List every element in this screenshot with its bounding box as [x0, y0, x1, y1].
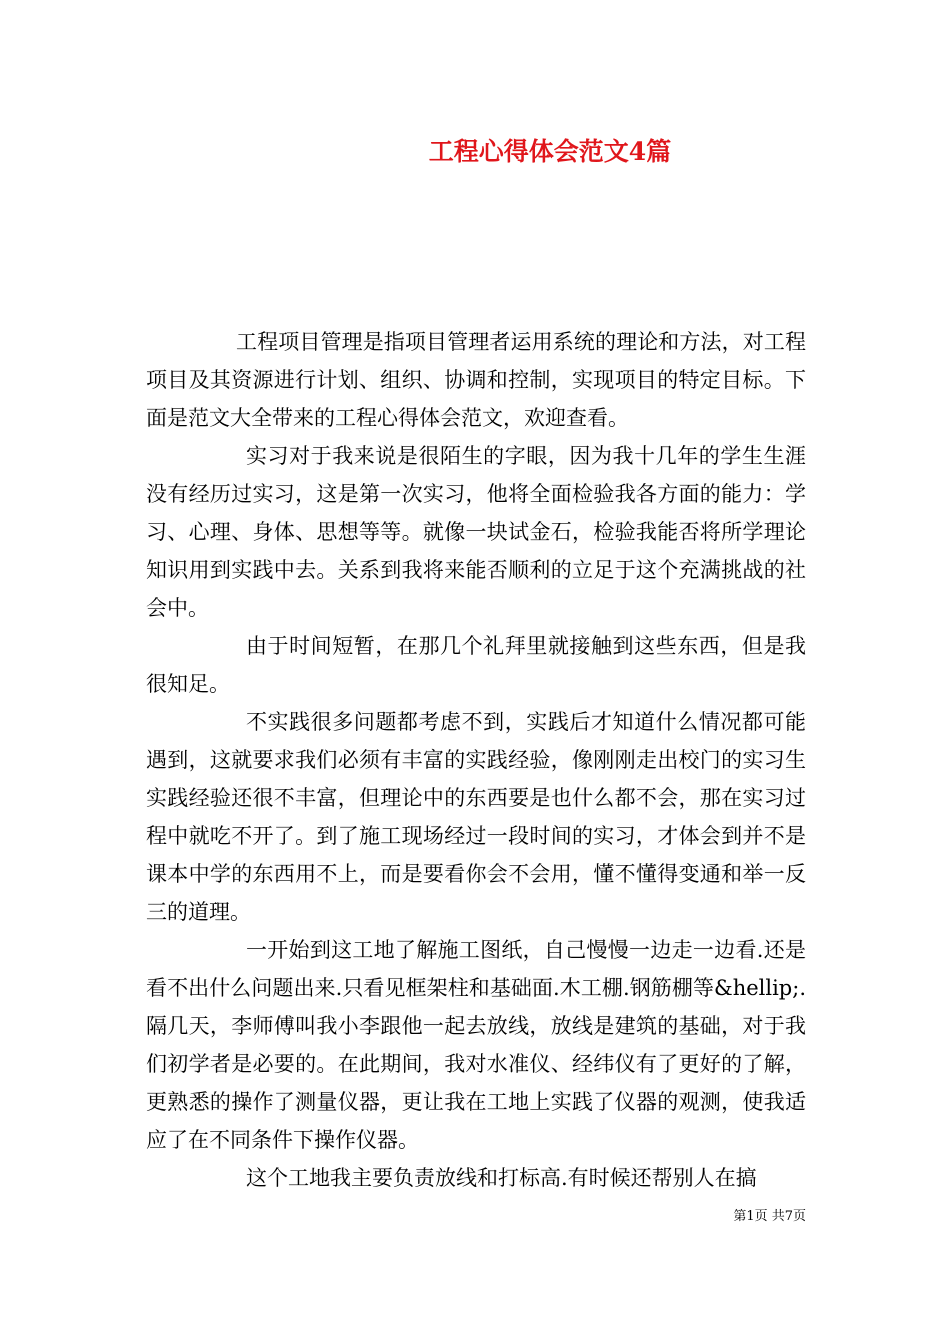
paragraph: 实习对于我来说是很陌生的字眼，因为我十几年的学生生涯没有经历过实习，这是第一次实习，他将全面检验我各方面的能力：学习、心理、身体、思想等等。就像一块试金石，检验我能否将所学理论知识用到实践中去。关系到我将来能否顺利的立足于这个充满挑战的社会中。	[146, 444, 806, 620]
page-number-footer: 第1页 共7页	[733, 1209, 806, 1224]
paragraph: 不实践很多问题都考虑不到，实践后才知道什么情况都可能遇到，这就要求我们必须有丰富的实践经验，像刚刚走出校门的实习生实践经验还很不丰富，但理论中的东西要是也什么都不会，那在实习过程中就吃不开了。到了施工现场经过一段时间的实习，才体会到并不是课本中学的东西用不上，而是要看你会不会用，懂不懂得变通和举一反三的道理。	[146, 710, 806, 924]
paragraph: 一开始到这工地了解施工图纸，自己慢慢一边走一边看.还是看不出什么问题出来.只看见框架柱和基础面.木工棚.钢筋棚等&hellip;.隔几天，李师傅叫我小李跟他一起去放线，放线是建筑的基础，对于我们初学者是必要的。在此期间，我对水准仪、经纬仪有了更好的了解，更熟悉的操作了测量仪器，更让我在工地上实践了仪器的观测，使我适应了在不同条件下操作仪器。	[146, 938, 806, 1152]
paragraph: 工程项目管理是指项目管理者运用系统的理论和方法，对工程项目及其资源进行计划、组织、协调和控制，实现项目的特定目标。下面是范文大全带来的工程心得体会范文，欢迎查看。	[146, 330, 806, 430]
document-title: 工程心得体会范文4篇	[428, 137, 672, 166]
paragraph: 这个工地我主要负责放线和打标高.有时候还帮别人在搞	[246, 1166, 757, 1190]
document-body	[146, 323, 806, 1197]
paragraph: 由于时间短暂，在那几个礼拜里就接触到这些东西，但是我很知足。	[146, 634, 806, 696]
